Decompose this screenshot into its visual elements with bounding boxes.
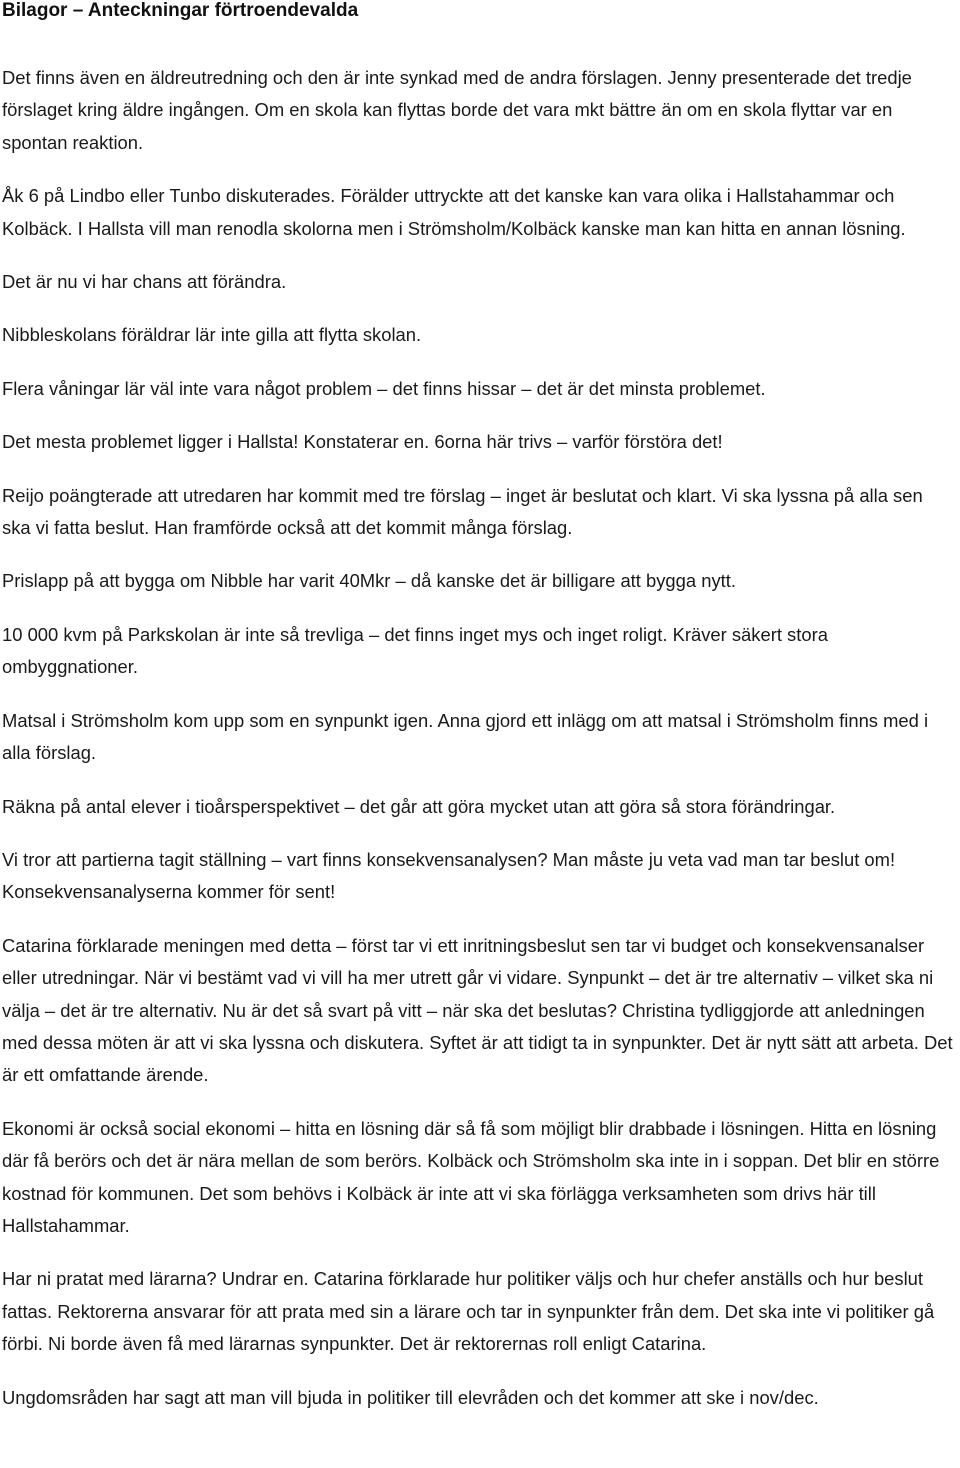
paragraph-16: Ungdomsråden har sagt att man vill bjuda in politiker till elevråden och det kommer att ske i nov/dec. <box>2 1386 819 1408</box>
paragraph-12: Vi tror att partierna tagit ställning – vart finns konsekvensanalysen? Man måste ju veta vad man tar beslut om! Konsekvensanalyserna kommer för sent! <box>2 848 896 903</box>
paragraph-8: Prislapp på att bygga om Nibble har varit 40Mkr – då kanske det är billigare att bygga nytt. <box>2 570 736 592</box>
document-title: Bilagor – Anteckningar förtroendevalda <box>2 0 359 21</box>
paragraph-11: Räkna på antal elever i tioårsperspektivet – det går att göra mycket utan att göra så stora förändringar. <box>2 795 836 817</box>
paragraph-14: Ekonomi är också social ekonomi – hitta en lösning där så få som möjligt blir drabbade i lösningen. Hitta en lösning där få berörs och det är nära mellan de som berörs. Kolbäck och Strömsholm ska inte in i soppan. Det blir en större kostnad för kommunen. Det som behövs i Kolbäck är inte att vi ska förlägga verksamheten som drivs här till Hallstahammar. <box>2 1117 940 1236</box>
paragraph-4: Nibbleskolans föräldrar lär inte gilla att flytta skolan. <box>2 324 422 346</box>
paragraph-1: Det finns även en äldreutredning och den är inte synkad med de andra förslagen. Jenny presenterade det tredje förslaget kring äldre ingången. Om en skola kan flyttas borde det vara mkt bättre än om en skola flyttar var en spontan reaktion. <box>2 67 912 153</box>
paragraph-5: Flera våningar lär väl inte vara något problem – det finns hissar – det är det minsta problemet. <box>2 377 766 399</box>
paragraph-6: Det mesta problemet ligger i Hallsta! Konstaterar en. 6orna här trivs – varför förstöra det! <box>2 431 723 453</box>
paragraph-2: Åk 6 på Lindbo eller Tunbo diskuterades. Förälder uttryckte att det kanske kan vara olika i Hallstahammar och Kolbäck. I Hallsta vill man renodla skolorna men i Strömsholm/Kolbäck kanske man kan hitta en annan lösning. <box>2 185 906 239</box>
paragraph-15: Har ni pratat med lärarna? Undrar en. Catarina förklarade hur politiker väljs och hur chefer anställs och hur beslut fattas. Rektorerna ansvarar för att prata med sin a lärare och tar in synpunkter från dem. Det ska inte vi politiker gå förbi. Ni borde även få med lärarnas synpunkter. Det är rektorernas roll enligt Catarina. <box>2 1268 935 1355</box>
paragraph-9: 10 000 kvm på Parkskolan är inte så trevliga – det finns inget mys och inget roligt. Kräver säkert stora ombyggnationer. <box>2 623 828 678</box>
paragraph-7: Reijo poängterade att utredaren har kommit med tre förslag – inget är beslutat och klart. Vi ska lyssna på alla sen ska vi fatta beslut. Han framförde också att det kommit många förslag. <box>2 484 923 539</box>
paragraph-10: Matsal i Strömsholm kom upp som en synpunkt igen. Anna gjord ett inlägg om att matsal i Strömsholm finns med i alla förslag. <box>2 709 929 764</box>
document-body <box>2 62 956 1414</box>
paragraph-3: Det är nu vi har chans att förändra. <box>2 271 287 293</box>
paragraph-13: Catarina förklarade meningen med detta – först tar vi ett inritningsbeslut sen tar vi budget och konsekvensanalser eller utredningar. När vi bestämt vad vi vill ha mer utrett går vi vidare. Synpunkt – det är tre alternativ – vilket ska ni välja – det är tre alternativ. Nu är det så svart på vitt – när ska det beslutas? Christina tydliggjorde att anledningen med dessa möten är att vi ska lyssna och diskutera. Syftet är att tidigt ta in synpunkter. Det är nytt sätt att arbeta. Det är ett omfattande ärende. <box>2 934 953 1086</box>
